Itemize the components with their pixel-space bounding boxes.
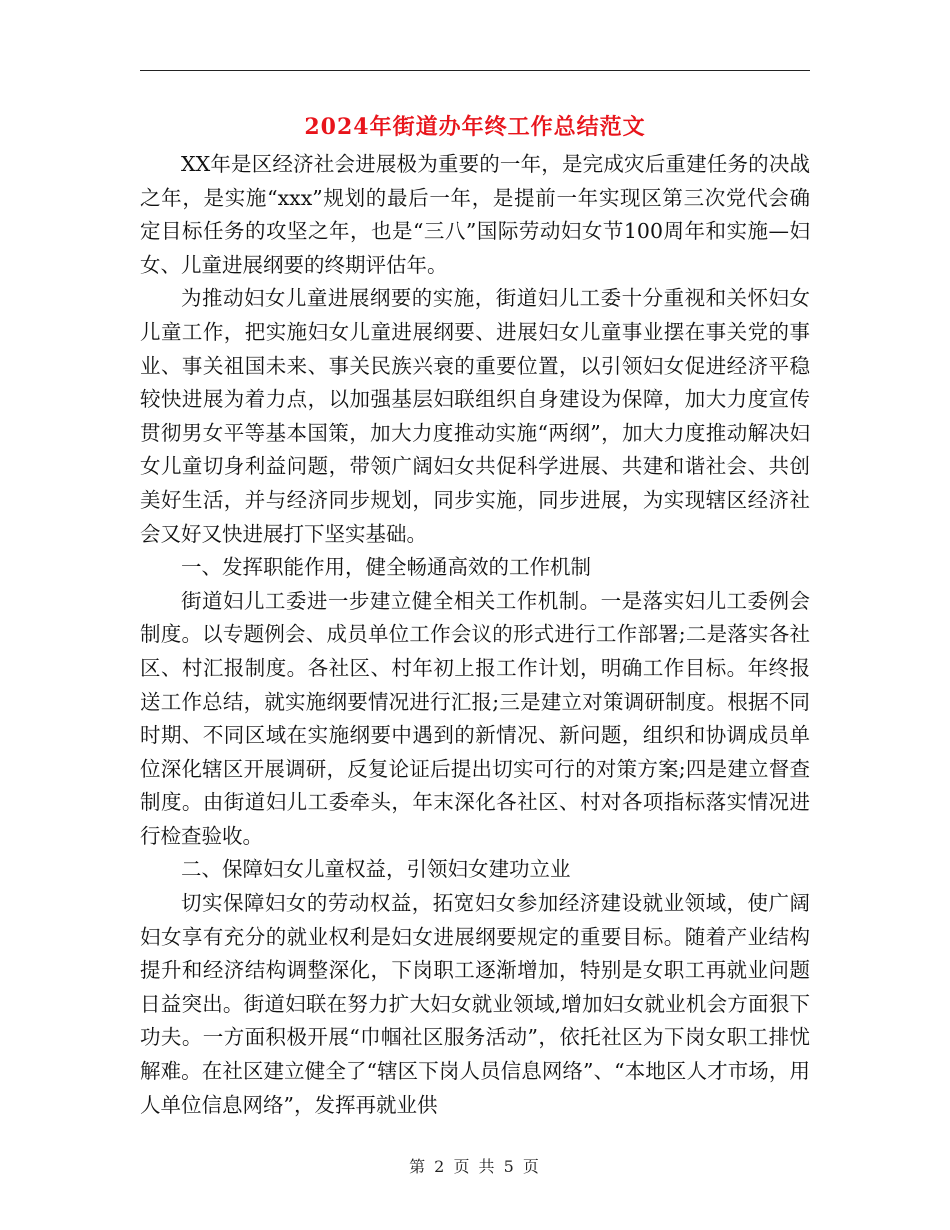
paragraph-mechanism: 街道妇儿工委进一步建立健全相关工作机制。一是落实妇儿工委例会制度。以专题例会、成员单位工作会议的形式进行工作部署;二是落实各社区、村汇报制度。各社区、村年初上报工作计划，明确工作目标。年终报送工作总结，就实施纲要情况进行汇报;三是建立对策调研制度。根据不同时期、不同区域在实施纲要中遇到的新情况、新问题，组织和协调成员单位深化辖区开展调研，反复论证后提出切实可行的对策方案;四是建立督查制度。由街道妇儿工委牵头，年末深化各社区、村对各项指标落实情况进行检查验收。 xyxy=(140,588,810,848)
paragraph-rights: 切实保障妇女的劳动权益，拓宽妇女参加经济建设就业领域，使广阔妇女享有充分的就业权利是妇女进展纲要规定的重要目标。随着产业结构提升和经济结构调整深化，下岗职工逐渐增加，特别是女职工再就业问题日益突出。街道妇联在努力扩大妇女就业领域,增加妇女就业机会方面狠下功夫。一方面积极开展“巾帼社区服务活动”，依托社区为下岗女职工排忧解难。在社区建立健全了“辖区下岗人员信息网络”、“本地区人才市场，用人单位信息网络”，发挥再就业供 xyxy=(140,891,810,1117)
section-heading-2: 二、保障妇女儿童权益，引领妇女建功立业 xyxy=(181,857,571,882)
document-title: 2024年街道办年终工作总结范文 xyxy=(304,114,646,140)
paragraph-intro: XX年是区经济社会进展极为重要的一年，是完成灾后重建任务的决战之年，是实施“xxx”规划的最后一年，是提前一年实现区第三次党代会确定目标任务的攻坚之年，也是“三八”国际劳动妇女节100周年和实施—妇女、儿童进展纲要的终期评估年。 xyxy=(140,152,810,277)
header-rule xyxy=(140,70,810,71)
document-body xyxy=(140,148,810,1122)
section-heading-1: 一、发挥职能作用，健全畅通高效的工作机制 xyxy=(181,555,591,580)
paragraph-overview: 为推动妇女儿童进展纲要的实施，街道妇儿工委十分重视和关怀妇女儿童工作，把实施妇女儿童进展纲要、进展妇女儿童事业摆在事关党的事业、事关祖国未来、事关民族兴衰的重要位置，以引领妇女促进经济平稳较快进展为着力点，以加强基层妇联组织自身建设为保障，加大力度宣传贯彻男女平等基本国策，加大力度推动实施“两纲”，加大力度推动解决妇女儿童切身利益问题，带领广阔妇女共促科学进展、共建和谐社会、共创美好生活，并与经济同步规划，同步实施，同步进展，为实现辖区经济社会又好又快进展打下坚实基础。 xyxy=(140,286,810,546)
page-number-footer: 第 2 页 共 5 页 xyxy=(409,1157,541,1176)
